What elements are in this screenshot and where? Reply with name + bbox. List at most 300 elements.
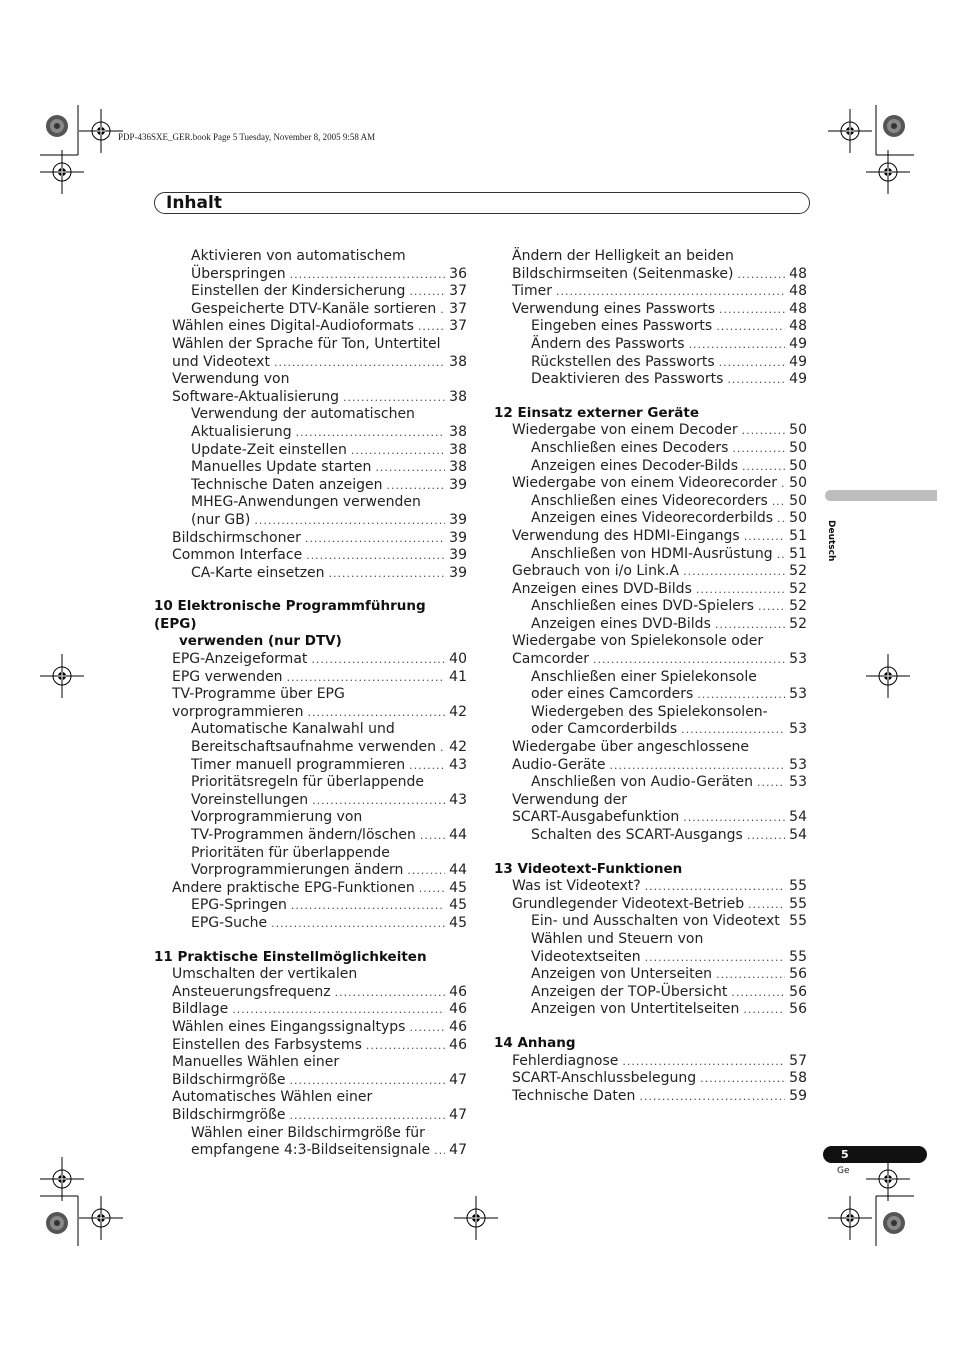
toc-page-number: 54 [789, 809, 807, 826]
toc-entry[interactable] [154, 477, 467, 495]
toc-entry-line [172, 984, 467, 1002]
toc-page-number: 58 [789, 1070, 807, 1087]
toc-entry[interactable] [154, 651, 467, 669]
toc-entry[interactable] [494, 440, 807, 458]
dot-leader [434, 1142, 445, 1160]
toc-page-number: 51 [789, 527, 807, 544]
dot-leader [409, 1019, 445, 1037]
toc-entry[interactable] [494, 581, 807, 599]
toc-entry-line [172, 547, 467, 565]
toc-entry[interactable] [494, 283, 807, 301]
toc-entry[interactable] [494, 458, 807, 476]
toc-entry[interactable] [494, 792, 807, 827]
toc-entry-text: vorprogrammieren [172, 703, 304, 720]
toc-entry[interactable] [494, 616, 807, 634]
toc-entry[interactable] [494, 633, 807, 668]
toc-entry-text: EPG-Anzeigeformat [172, 651, 308, 668]
toc-entry[interactable] [154, 301, 467, 319]
toc-entry-text: Bildschirmschoner [172, 529, 301, 546]
toc-entry-text: Wählen und Steuern von [531, 930, 704, 947]
toc-section-heading[interactable] [494, 405, 807, 423]
toc-entry-text: Anzeigen von Unterseiten [531, 966, 713, 983]
toc-entry[interactable] [494, 248, 807, 283]
toc-entry[interactable] [494, 318, 807, 336]
toc-entry-text: Verwendung der [512, 791, 628, 808]
toc-page-number: 52 [789, 580, 807, 597]
toc-entry[interactable] [154, 1037, 467, 1055]
toc-page-number: 53 [789, 651, 807, 668]
toc-page-number: 37 [449, 283, 467, 300]
toc-entry-text: Einstellen der Kindersicherung [191, 283, 406, 300]
toc-entry-text: Automatisches Wählen einer [172, 1089, 373, 1106]
toc-entry-line [512, 1053, 807, 1071]
toc-entry-text: Eingeben eines Passworts [531, 318, 713, 335]
toc-entry-line [191, 266, 467, 284]
toc-entry[interactable] [154, 565, 467, 583]
toc-entry-text: Manuelles Update starten [191, 459, 372, 476]
toc-entry[interactable] [154, 1125, 467, 1160]
dot-leader [593, 651, 785, 669]
section-heading-line: 10 Elektronische Programmführung (EPG) [154, 598, 426, 632]
toc-page-number: 43 [449, 791, 467, 808]
toc-page-number: 39 [449, 511, 467, 528]
toc-entry[interactable] [494, 598, 807, 616]
dot-leader [440, 739, 445, 757]
toc-entry[interactable] [154, 1054, 467, 1089]
dot-leader [312, 792, 445, 810]
page-number-pill [823, 1146, 927, 1163]
toc-page-number: 45 [449, 879, 467, 896]
toc-entry-line [512, 1088, 807, 1106]
toc-entry-line [531, 493, 807, 511]
toc-entry[interactable] [494, 546, 807, 564]
toc-page-number: 43 [449, 756, 467, 773]
toc-page-number: 52 [789, 598, 807, 615]
toc-page-number: 41 [449, 668, 467, 685]
toc-entry[interactable] [154, 897, 467, 915]
toc-entry[interactable] [494, 301, 807, 319]
toc-page-number: 49 [789, 335, 807, 352]
toc-entry-text: Aktivieren von automatischem [191, 248, 406, 264]
toc-section-heading[interactable] [154, 598, 467, 651]
toc-entry[interactable] [154, 757, 467, 775]
toc-entry-line [531, 774, 807, 792]
toc-entry[interactable] [154, 845, 467, 880]
toc-entry[interactable] [494, 493, 807, 511]
dot-leader [290, 1072, 446, 1090]
toc-page-number: 40 [449, 651, 467, 668]
toc-entry[interactable] [494, 1053, 807, 1071]
toc-right-column [494, 248, 807, 1105]
dot-leader [743, 1001, 785, 1019]
toc-entry[interactable] [154, 336, 467, 371]
toc-entry[interactable] [494, 739, 807, 774]
toc-entry-text: Wählen eines Eingangssignaltyps [172, 1018, 406, 1035]
toc-entry-line [512, 301, 807, 319]
toc-page-number: 38 [449, 441, 467, 458]
toc-page-number: 37 [449, 300, 467, 317]
dot-leader [271, 915, 445, 933]
toc-entry[interactable] [154, 1089, 467, 1124]
toc-entry-text: Wiedergabe von einem Decoder [512, 422, 738, 439]
toc-entry[interactable] [494, 528, 807, 546]
toc-entry[interactable] [494, 878, 807, 896]
toc-left-column [154, 248, 467, 1160]
toc-entry-text: Was ist Videotext? [512, 878, 641, 895]
dot-leader [254, 512, 445, 530]
toc-entry-line [172, 704, 467, 722]
dot-leader [683, 563, 785, 581]
section-heading-line: 13 Videotext-Funktionen [494, 860, 683, 877]
dot-leader [274, 354, 445, 372]
toc-entry-text: TV-Programmen ändern/löschen [191, 827, 416, 843]
toc-entry[interactable] [494, 896, 807, 914]
toc-entry-text: Software-Aktualisierung [172, 388, 340, 405]
toc-entry-text: Verwendung der automatischen [191, 406, 415, 423]
toc-entry-line [191, 827, 467, 845]
side-language-label: Deutsch [826, 520, 836, 562]
toc-entry-text: Timer [512, 283, 553, 300]
toc-page-number: 36 [449, 265, 467, 282]
dot-leader [419, 880, 445, 898]
section-gap [154, 933, 467, 949]
dot-leader [742, 422, 786, 440]
dot-leader [747, 827, 785, 845]
toc-entry-line [531, 354, 807, 372]
toc-entry-text: Anzeigen eines Videorecorderbilds [531, 510, 774, 527]
dot-leader [777, 546, 785, 564]
toc-entry-line [531, 721, 807, 739]
toc-entry-text: Anschließen einer Spielekonsole [531, 668, 757, 685]
toc-entry-text: Fehlerdiagnose [512, 1052, 619, 1069]
toc-entry[interactable] [154, 880, 467, 898]
toc-section-heading[interactable] [494, 1035, 807, 1053]
dot-leader [758, 598, 785, 616]
toc-page-number: 49 [789, 353, 807, 370]
toc-page-number: 47 [449, 1071, 467, 1088]
toc-entry[interactable] [494, 563, 807, 581]
toc-entry[interactable] [154, 530, 467, 548]
toc-entry-line [512, 896, 807, 914]
toc-entry[interactable] [154, 371, 467, 406]
registration-cross-icon [866, 150, 910, 194]
registration-sun-icon [46, 1212, 68, 1234]
toc-entry-line [531, 949, 807, 967]
registration-cross-icon [40, 1157, 84, 1201]
toc-page-number: 56 [789, 966, 807, 983]
toc-entry[interactable] [494, 669, 807, 704]
toc-page-number: 55 [789, 878, 807, 895]
toc-entry-text: Anschließen von Audio-Geräten [531, 774, 754, 791]
toc-entry-line [191, 477, 467, 495]
toc-entry-line [512, 563, 807, 581]
toc-entry-line [191, 565, 467, 583]
registration-cross-icon [828, 109, 872, 153]
toc-entry-line [172, 1037, 467, 1055]
toc-entry-line [512, 1070, 807, 1088]
toc-entry[interactable] [494, 1001, 807, 1019]
toc-entry-text: empfangene 4:3-Bildseitensignale [191, 1142, 431, 1159]
dot-leader [737, 266, 785, 284]
language-tab [825, 490, 937, 501]
toc-entry[interactable] [154, 809, 467, 844]
toc-entry-text: Rückstellen des Passworts [531, 353, 715, 370]
title-bar [154, 192, 810, 214]
dot-leader [781, 475, 785, 493]
dot-leader [719, 301, 785, 319]
toc-entry-text: Umschalten der vertikalen [172, 966, 358, 983]
toc-entry-text: EPG-Springen [191, 897, 287, 914]
dot-leader [719, 354, 786, 372]
toc-page-number: 46 [449, 1036, 467, 1053]
toc-page-number: 39 [449, 529, 467, 546]
toc-entry-text: MHEG-Anwendungen verwenden [191, 494, 421, 511]
toc-entry-text: SCART-Ausgabefunktion [512, 809, 680, 826]
toc-entry[interactable] [154, 459, 467, 477]
dot-leader [296, 424, 446, 442]
toc-page-number: 53 [789, 756, 807, 773]
toc-entry[interactable] [494, 704, 807, 739]
dot-leader [716, 966, 785, 984]
dot-leader [610, 757, 786, 775]
dot-leader [731, 984, 785, 1002]
toc-entry[interactable] [154, 318, 467, 336]
toc-entry-line [512, 475, 807, 493]
dot-leader [757, 774, 785, 792]
toc-entry-text: Bildschirmseiten (Seitenmaske) [512, 265, 734, 282]
toc-entry-text: Technische Daten [512, 1087, 636, 1104]
toc-entry-line [531, 966, 807, 984]
toc-entry-line [191, 512, 467, 530]
toc-entry[interactable] [154, 283, 467, 301]
dot-leader [645, 878, 785, 896]
dot-leader [366, 1037, 445, 1055]
toc-entry-text: Camcorder [512, 651, 590, 668]
toc-entry-line [531, 440, 807, 458]
dot-leader [287, 669, 446, 687]
toc-entry-line [512, 528, 807, 546]
toc-entry-text: EPG-Suche [191, 914, 268, 931]
toc-entry[interactable] [494, 371, 807, 389]
registration-sun-icon [46, 115, 68, 137]
toc-entry-text: Anzeigen von Untertitelseiten [531, 1001, 740, 1018]
dot-leader [700, 1070, 785, 1088]
toc-entry-line [172, 318, 467, 336]
dot-leader [409, 283, 445, 301]
toc-entry-text: Anzeigen eines DVD-Bilds [512, 580, 692, 597]
toc-entry-line [531, 686, 807, 704]
toc-entry-line [191, 897, 467, 915]
toc-entry[interactable] [494, 475, 807, 493]
toc-entry-line [191, 915, 467, 933]
toc-entry-line [512, 581, 807, 599]
toc-page-number: 59 [789, 1087, 807, 1104]
dot-leader [305, 530, 445, 548]
toc-entry[interactable] [154, 686, 467, 721]
toc-entry-line [531, 913, 807, 931]
toc-page-number: 52 [789, 615, 807, 632]
toc-page-number: 49 [789, 371, 807, 388]
toc-page-number: 45 [449, 914, 467, 931]
section-heading-line: 12 Einsatz externer Geräte [494, 404, 699, 421]
registration-cross-icon [79, 1196, 123, 1240]
toc-entry-text: Bildlage [172, 1001, 229, 1018]
dot-leader [742, 458, 785, 476]
toc-entry[interactable] [494, 931, 807, 966]
dot-leader [418, 318, 445, 336]
toc-entry[interactable] [154, 406, 467, 441]
toc-entry[interactable] [154, 494, 467, 529]
toc-entry-line [191, 739, 467, 757]
dot-leader [387, 477, 446, 495]
toc-entry[interactable] [154, 669, 467, 687]
dot-leader [772, 493, 785, 511]
toc-page-number: 48 [789, 283, 807, 300]
toc-page-number: 47 [449, 1106, 467, 1123]
toc-section-heading[interactable] [494, 861, 807, 879]
toc-entry[interactable] [154, 248, 467, 283]
toc-entry[interactable] [494, 966, 807, 984]
toc-entry-line [191, 283, 467, 301]
toc-entry[interactable] [154, 442, 467, 460]
toc-entry[interactable] [154, 1019, 467, 1037]
toc-entry-text: Wiedergabe von einem Videorecorder [512, 475, 778, 492]
section-heading-line: 14 Anhang [494, 1034, 576, 1051]
toc-entry[interactable] [494, 336, 807, 354]
toc-entry-text: Ändern der Helligkeit an beiden [512, 248, 734, 264]
toc-entry[interactable] [494, 1088, 807, 1106]
toc-entry-text: Wählen der Sprache für Ton, Untertitel [172, 335, 441, 352]
toc-entry[interactable] [494, 354, 807, 372]
toc-page-number: 52 [789, 563, 807, 580]
toc-page-number: 53 [789, 686, 807, 703]
toc-entry-text: CA-Karte einsetzen [191, 564, 325, 581]
toc-entry-text: Grundlegender Videotext-Betrieb [512, 895, 745, 912]
toc-entry-text: Verwendung von [172, 371, 290, 388]
toc-entry-text: Bildschirmgröße [172, 1106, 286, 1123]
toc-entry-text: TV-Programme über EPG [172, 686, 345, 703]
registration-cross-icon [866, 1157, 910, 1201]
toc-entry-line [172, 1019, 467, 1037]
language-code: Ge [837, 1166, 850, 1176]
toc-page-number: 45 [449, 897, 467, 914]
dot-leader [409, 757, 445, 775]
toc-entry-text: Anschließen eines Videorecorders [531, 492, 768, 509]
section-heading-line: verwenden (nur DTV) [179, 633, 342, 650]
toc-entry[interactable] [494, 913, 807, 931]
toc-page-number: 50 [789, 510, 807, 527]
toc-page-number: 39 [449, 476, 467, 493]
toc-entry-text: Update-Zeit einstellen [191, 441, 347, 458]
section-gap [494, 845, 807, 861]
toc-page-number: 56 [789, 983, 807, 1000]
toc-entry-line [512, 878, 807, 896]
dot-leader [306, 547, 445, 565]
registration-cross-icon [828, 1196, 872, 1240]
toc-entry-line [531, 984, 807, 1002]
toc-entry-line [172, 1001, 467, 1019]
toc-entry-text: Wiedergabe von Spielekonsole oder [512, 633, 764, 650]
toc-page-number: 42 [449, 739, 467, 756]
section-gap [494, 389, 807, 405]
toc-page-number: 56 [789, 1001, 807, 1018]
dot-leader [351, 442, 445, 460]
toc-entry-line [191, 424, 467, 442]
toc-entry[interactable] [154, 774, 467, 809]
toc-entry[interactable] [154, 1001, 467, 1019]
toc-entry-line [172, 1072, 467, 1090]
toc-entry[interactable] [494, 827, 807, 845]
toc-entry-text: Ansteuerungsfrequenz [172, 983, 331, 1000]
toc-entry-text: Aktualisierung [191, 423, 292, 440]
toc-entry[interactable] [154, 966, 467, 1001]
dot-leader [343, 389, 445, 407]
toc-entry[interactable] [494, 422, 807, 440]
toc-entry-text: Gebrauch von i/o Link.A [512, 563, 680, 580]
toc-entry-text: EPG verwenden [172, 668, 283, 685]
toc-entry[interactable] [494, 1070, 807, 1088]
toc-entry-text: Gespeicherte DTV-Kanäle sortieren [191, 300, 437, 317]
dot-leader [683, 809, 785, 827]
section-gap [154, 582, 467, 598]
dot-leader [681, 721, 785, 739]
section-heading-line: 11 Praktische Einstellmöglichkeiten [154, 948, 427, 965]
toc-page-number: 57 [789, 1052, 807, 1069]
toc-page-number: 44 [449, 862, 467, 879]
toc-entry-text: Anzeigen der TOP-Übersicht [531, 983, 728, 1000]
dot-leader [311, 651, 445, 669]
toc-entry-line [531, 1001, 807, 1019]
toc-entry-line [531, 336, 807, 354]
toc-entry[interactable] [154, 915, 467, 933]
toc-entry[interactable] [154, 721, 467, 756]
toc-page-number: 48 [789, 318, 807, 335]
toc-entry[interactable] [494, 774, 807, 792]
toc-entry-text: oder Camcorderbilds [531, 721, 678, 738]
toc-entry-text: Anschließen eines DVD-Spielers [531, 598, 754, 615]
toc-section-heading[interactable] [154, 949, 467, 967]
toc-entry-text: Prioritäten für überlappende [191, 844, 390, 861]
book-info-line: PDP-436SXE_GER.book Page 5 Tuesday, November 8, 2005 9:58 AM [118, 132, 376, 142]
toc-entry-text: Anschließen eines Decoders [531, 439, 729, 456]
dot-leader [777, 510, 785, 528]
registration-sun-icon [883, 115, 905, 137]
toc-entry-text: Prioritätsregeln für überlappende [191, 774, 425, 791]
toc-page-number: 54 [789, 827, 807, 843]
toc-entry-text: Anzeigen eines Decoder-Bilds [531, 457, 738, 474]
toc-entry-text: Wiedergeben des Spielekonsolen- [531, 703, 768, 720]
dot-leader [440, 301, 445, 319]
registration-cross-icon [79, 109, 123, 153]
dot-leader [732, 440, 785, 458]
toc-entry-line [191, 459, 467, 477]
toc-entry[interactable] [154, 547, 467, 565]
toc-entry[interactable] [494, 984, 807, 1002]
toc-entry-line [531, 318, 807, 336]
toc-page-number: 37 [449, 318, 467, 335]
toc-entry[interactable] [494, 510, 807, 528]
toc-page-number: 47 [449, 1142, 467, 1159]
toc-page-number: 38 [449, 459, 467, 476]
dot-leader [290, 1107, 446, 1125]
dot-leader [291, 897, 445, 915]
dot-leader [556, 283, 785, 301]
toc-entry-line [172, 669, 467, 687]
toc-entry-line [531, 546, 807, 564]
dot-leader [697, 686, 785, 704]
dot-leader [639, 1088, 785, 1106]
toc-entry-line [531, 510, 807, 528]
